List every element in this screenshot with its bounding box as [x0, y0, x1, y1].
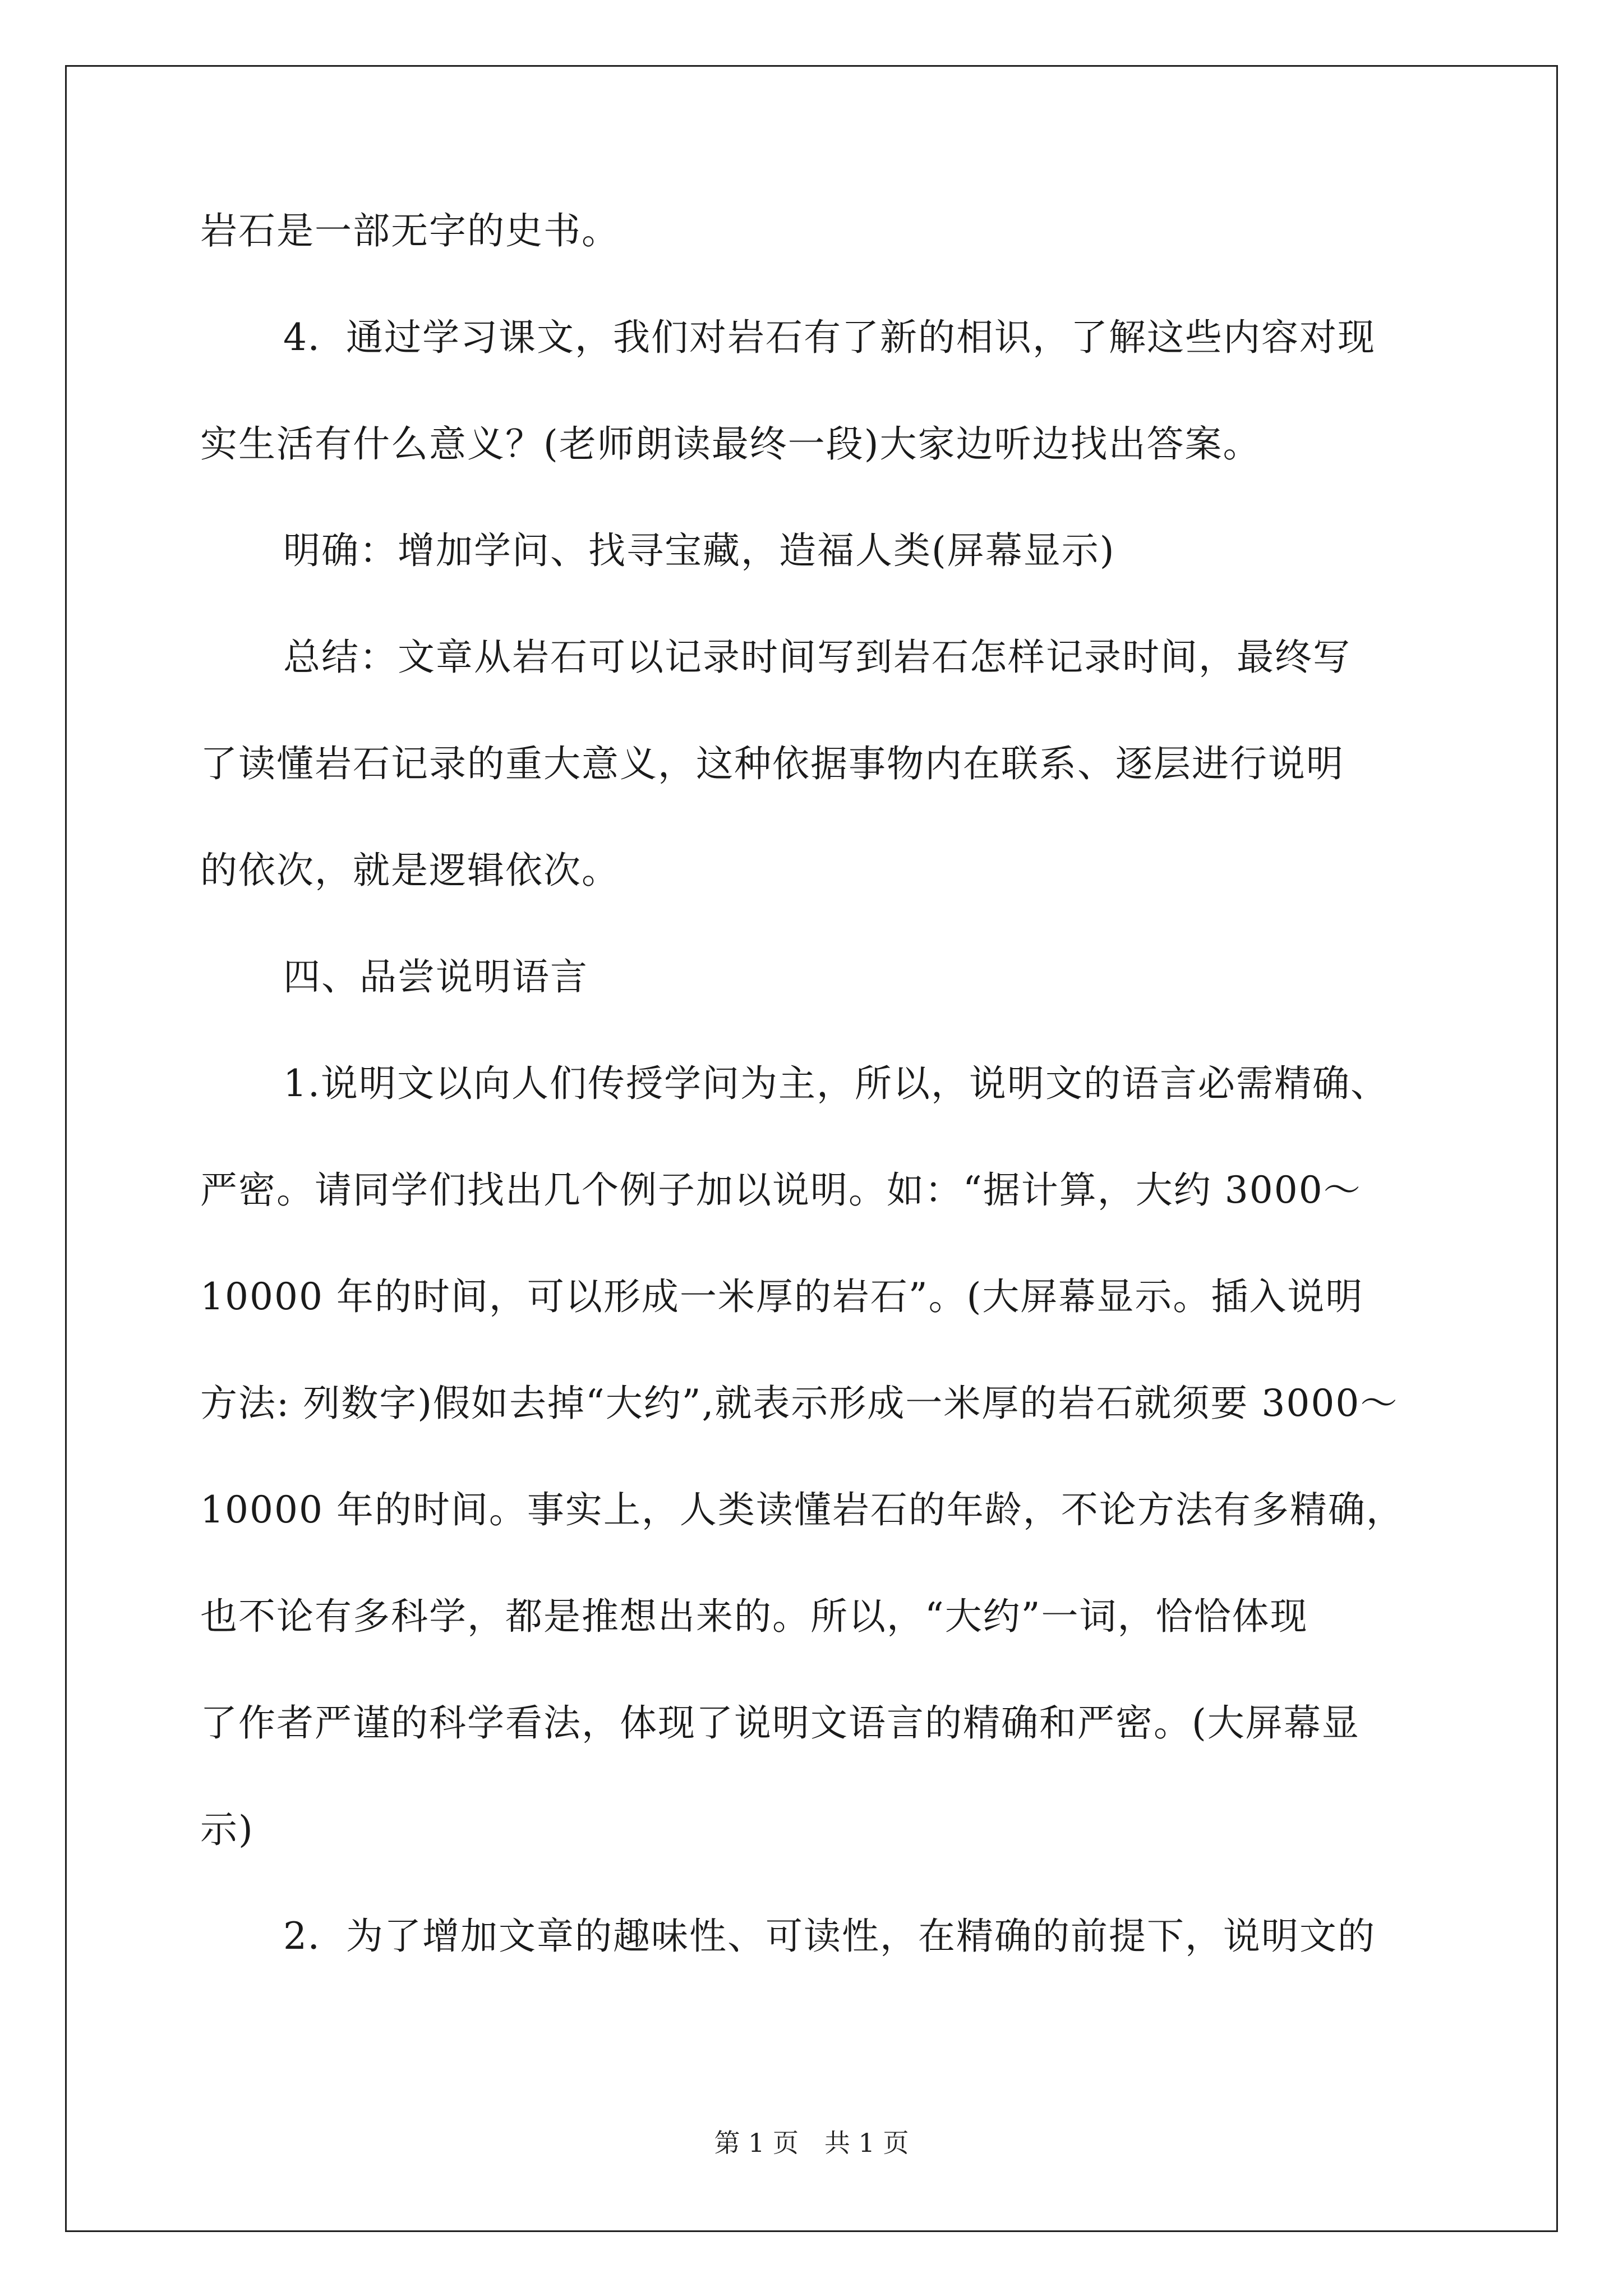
text-line-12: 方法: 列数字)假如去掉“大约”,就表示形成一米厚的岩石就须要 3000～ [200, 1382, 1399, 1425]
text-line-13: 10000 年的时间。事实上，人类读懂岩石的年龄，不论方法有多精确， [200, 1488, 1404, 1531]
text-line-4: 明确：增加学问、找寻宝藏，造福人类(屏幕显示) [283, 529, 1115, 572]
page-number-footer: 第 1 页 共 1 页 [714, 2128, 909, 2158]
text-line-6: 了读懂岩石记录的重大意义，这种依据事物内在联系、逐层进行说明 [200, 742, 1344, 785]
text-line-14: 也不论有多科学，都是推想出来的。所以，“大约”一词，恰恰体现 [200, 1595, 1308, 1638]
section-heading: 四、品尝说明语言 [283, 955, 588, 999]
text-line-16: 示) [200, 1808, 254, 1851]
text-line-1: 岩石是一部无字的史书。 [200, 209, 620, 252]
text-line-3: 实生活有什么意义？(老师朗读最终一段)大家边听边找出答案。 [200, 422, 1261, 466]
text-line-10: 严密。请同学们找出几个例子加以说明。如：“据计算，大约 3000～ [200, 1168, 1362, 1212]
text-line-17: 2．为了增加文章的趣味性、可读性，在精确的前提下，说明文的 [283, 1915, 1376, 1958]
text-line-11: 10000 年的时间，可以形成一米厚的岩石”。(大屏幕显示。插入说明 [200, 1275, 1364, 1318]
text-line-15: 了作者严谨的科学看法，体现了说明文语言的精确和严密。(大屏幕显 [200, 1701, 1360, 1745]
text-line-7: 的依次，就是逻辑依次。 [200, 849, 620, 892]
document-body [200, 203, 1468, 2015]
text-line-9: 1.说明文以向人们传授学问为主，所以，说明文的语言必需精确、 [283, 1062, 1389, 1105]
text-line-5: 总结：文章从岩石可以记录时间写到岩石怎样记录时间，最终写 [283, 636, 1351, 679]
text-line-2: 4．通过学习课文，我们对岩石有了新的相识，了解这些内容对现 [283, 316, 1376, 359]
